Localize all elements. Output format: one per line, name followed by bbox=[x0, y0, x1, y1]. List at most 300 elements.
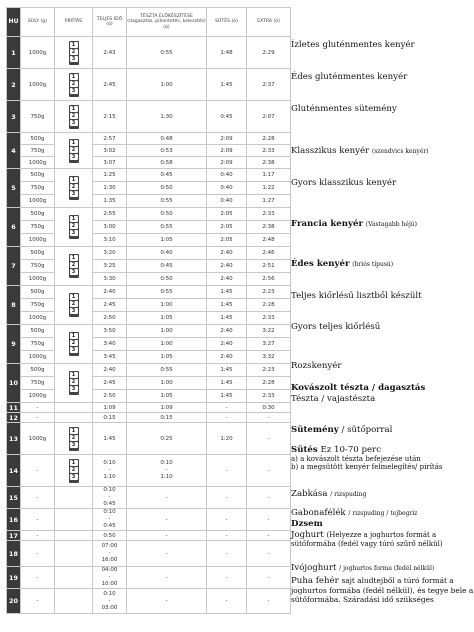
baking-cell: - bbox=[207, 413, 247, 423]
label-text: Ivójoghurt bbox=[291, 563, 337, 573]
baking-cell: 1:45 bbox=[207, 312, 247, 325]
table-row bbox=[7, 37, 291, 69]
extra-cell: 2:28 bbox=[247, 133, 291, 145]
weight-cell: 500g bbox=[21, 325, 55, 338]
extra-cell: 2:23 bbox=[247, 286, 291, 299]
dough-prep-cell: 0:53 bbox=[127, 145, 207, 157]
program-number: 3 bbox=[7, 101, 21, 133]
crust-level-number: 1 bbox=[70, 106, 78, 112]
total-time-cell: 2:57 bbox=[93, 133, 127, 145]
baking-cell: 2:40 bbox=[207, 325, 247, 338]
extra-cell: - bbox=[247, 531, 291, 541]
crust-level-number: 1 bbox=[70, 140, 78, 146]
extra-cell: 3:22 bbox=[247, 325, 291, 338]
crust-cell bbox=[55, 325, 93, 364]
weight-cell: 750g bbox=[21, 377, 55, 390]
baking-cell: 2:09 bbox=[207, 157, 247, 169]
crust-cell bbox=[55, 403, 93, 413]
weight-cell: 1000g bbox=[21, 423, 55, 455]
dough-prep-cell: 1:00 bbox=[127, 69, 207, 101]
weight-cell: - bbox=[21, 487, 55, 509]
extra-cell: - bbox=[247, 589, 291, 614]
total-time-cell-part: 0:10 bbox=[103, 460, 116, 466]
crust-cell bbox=[55, 208, 93, 247]
crust-level-icon bbox=[69, 73, 79, 97]
label-subtext: (Helyezze a joghurtos formát a bbox=[326, 531, 437, 539]
total-time-cell bbox=[93, 455, 127, 487]
extra-cell: - bbox=[247, 541, 291, 567]
total-time-cell: 3:00 bbox=[93, 221, 127, 234]
dough-prep-cell-part: - bbox=[165, 467, 168, 473]
weight-cell: 1000g bbox=[21, 351, 55, 364]
extra-cell: 2:28 bbox=[247, 377, 291, 390]
crust-level-number: 3 bbox=[70, 269, 78, 275]
total-time-cell: 2:40 bbox=[93, 286, 127, 299]
crust-cell bbox=[55, 69, 93, 101]
baking-cell: 2:05 bbox=[207, 234, 247, 247]
program-number: 8 bbox=[7, 286, 21, 325]
baking-cell: 1:45 bbox=[207, 299, 247, 312]
program-table bbox=[6, 7, 291, 614]
total-time-cell: 3:45 bbox=[93, 351, 127, 364]
weight-cell: 1000g bbox=[21, 234, 55, 247]
dough-prep-cell-part: 1:10 bbox=[160, 474, 173, 480]
dough-prep-cell: 0:55 bbox=[127, 286, 207, 299]
dough-prep-cell bbox=[127, 455, 207, 487]
total-time-cell: 2:55 bbox=[93, 208, 127, 221]
crust-cell bbox=[55, 413, 93, 423]
weight-cell: 500g bbox=[21, 247, 55, 260]
extra-cell: 2:07 bbox=[247, 101, 291, 133]
total-time-cell-part: - bbox=[108, 467, 111, 473]
crust-level-icon bbox=[69, 176, 79, 200]
dough-prep-cell: 1:00 bbox=[127, 299, 207, 312]
extra-cell: - bbox=[247, 413, 291, 423]
dough-prep-cell: - bbox=[127, 487, 207, 509]
label-text: Édes kenyér bbox=[291, 259, 350, 269]
weight-cell: 1000g bbox=[21, 195, 55, 208]
baking-cell: 2:09 bbox=[207, 133, 247, 145]
label-text: Sütés bbox=[291, 445, 318, 455]
extra-cell: - bbox=[247, 509, 291, 531]
label-note: b) a megsütött kenyér felmelegítés/ pirítás bbox=[291, 463, 443, 471]
program-number: 6 bbox=[7, 208, 21, 247]
table-row bbox=[7, 312, 291, 325]
extra-cell: 2:23 bbox=[247, 364, 291, 377]
extra-cell: 3:27 bbox=[247, 338, 291, 351]
table-row bbox=[7, 299, 291, 312]
crust-level-icon bbox=[69, 371, 79, 395]
extra-cell: 2:28 bbox=[247, 299, 291, 312]
weight-cell: 500g bbox=[21, 133, 55, 145]
weight-cell: 1000g bbox=[21, 273, 55, 286]
extra-cell: 2:33 bbox=[247, 208, 291, 221]
baking-cell: 2:40 bbox=[207, 351, 247, 364]
label-program-4 bbox=[291, 146, 429, 156]
total-time-cell: 1:35 bbox=[93, 195, 127, 208]
label-program-13 bbox=[291, 425, 392, 435]
weight-cell: - bbox=[21, 531, 55, 541]
table-row bbox=[7, 455, 291, 487]
table-row bbox=[7, 325, 291, 338]
header-dough-prep: TÉSZTA ELŐKÉSZÍTÉSE (dagasztás, pihentetés, kelesztés) (ó) bbox=[127, 8, 207, 37]
weight-cell: 500g bbox=[21, 208, 55, 221]
dough-prep-cell: - bbox=[127, 541, 207, 567]
program-number: 13 bbox=[7, 423, 21, 455]
weight-cell: 750g bbox=[21, 260, 55, 273]
table-row bbox=[7, 101, 291, 133]
header-extra: EXTRA (ó) bbox=[247, 8, 291, 37]
label-program-6 bbox=[291, 219, 417, 229]
weight-cell: 500g bbox=[21, 286, 55, 299]
total-time-cell-part: - bbox=[108, 574, 111, 580]
total-time-cell: 3:10 bbox=[93, 234, 127, 247]
label-program-18 bbox=[291, 530, 443, 548]
crust-level-number: 2 bbox=[70, 262, 78, 268]
program-number: 15 bbox=[7, 487, 21, 509]
total-time-cell: 1:30 bbox=[93, 182, 127, 195]
crust-level-number: 1 bbox=[70, 372, 78, 378]
label-text: Édes gluténmentes kenyér bbox=[291, 72, 408, 82]
header-weight: SÚLY (g) bbox=[21, 8, 55, 37]
baking-cell: - bbox=[207, 589, 247, 614]
extra-cell: 3:32 bbox=[247, 351, 291, 364]
program-number: 14 bbox=[7, 455, 21, 487]
weight-cell: - bbox=[21, 509, 55, 531]
table-row bbox=[7, 413, 291, 423]
dough-prep-cell: - bbox=[127, 509, 207, 531]
dough-prep-cell: 0:45 bbox=[127, 169, 207, 182]
baking-cell: 1:45 bbox=[207, 286, 247, 299]
dough-prep-cell: 0:50 bbox=[127, 182, 207, 195]
crust-cell bbox=[55, 133, 93, 169]
extra-cell: 2:51 bbox=[247, 260, 291, 273]
baking-cell: 1:45 bbox=[207, 390, 247, 403]
extra-cell: 2:46 bbox=[247, 247, 291, 260]
label-program-9 bbox=[291, 322, 380, 332]
extra-cell: 2:38 bbox=[247, 157, 291, 169]
baking-cell: 2:40 bbox=[207, 247, 247, 260]
total-time-cell-part: 10:00 bbox=[101, 581, 118, 587]
baking-cell: 2:40 bbox=[207, 260, 247, 273]
table-row bbox=[7, 403, 291, 413]
crust-cell bbox=[55, 364, 93, 403]
baking-cell: 0:40 bbox=[207, 182, 247, 195]
table-row bbox=[7, 589, 291, 614]
crust-cell bbox=[55, 487, 93, 509]
baking-cell: - bbox=[207, 487, 247, 509]
table-row bbox=[7, 351, 291, 364]
total-time-cell-part: 03:00 bbox=[101, 604, 118, 611]
header-baking: SÜTÉS (ó) bbox=[207, 8, 247, 37]
baking-cell: - bbox=[207, 541, 247, 567]
program-number: 1 bbox=[7, 37, 21, 69]
weight-cell: 1000g bbox=[21, 69, 55, 101]
weight-cell: 1000g bbox=[21, 37, 55, 69]
extra-cell: 2:37 bbox=[247, 69, 291, 101]
crust-level-number: 1 bbox=[70, 333, 78, 339]
total-time-cell-part: - bbox=[108, 550, 111, 556]
crust-cell bbox=[55, 423, 93, 455]
total-time-cell-part: 0:45 bbox=[103, 501, 116, 507]
dough-prep-cell: 0:58 bbox=[127, 157, 207, 169]
label-text: Gyors teljes kiőrlésű bbox=[291, 322, 381, 332]
crust-level-number: 1 bbox=[70, 294, 78, 300]
label-program-17 bbox=[291, 519, 323, 529]
table-row bbox=[7, 69, 291, 101]
crust-level-number: 1 bbox=[70, 428, 78, 434]
baking-cell: 2:05 bbox=[207, 208, 247, 221]
label-text: Sütemény bbox=[291, 425, 339, 435]
table-row bbox=[7, 221, 291, 234]
label-subtext: Ez 10-70 perc bbox=[320, 445, 382, 455]
crust-level-number: 2 bbox=[70, 49, 78, 55]
weight-cell: - bbox=[21, 403, 55, 413]
header-total-time: TELJES IDŐ (ó) bbox=[93, 8, 127, 37]
label-program-12 bbox=[291, 394, 375, 404]
weight-cell: 500g bbox=[21, 169, 55, 182]
label-program-7 bbox=[291, 259, 393, 269]
dough-prep-cell: 1:00 bbox=[127, 338, 207, 351]
weight-cell: - bbox=[21, 567, 55, 589]
extra-cell: 2:48 bbox=[247, 234, 291, 247]
total-time-cell: 3:30 bbox=[93, 273, 127, 286]
crust-level-number: 3 bbox=[70, 120, 78, 126]
label-text: Tészta / vajastészta bbox=[291, 394, 376, 404]
header-hu: HU bbox=[7, 8, 21, 37]
dough-prep-cell: 0:55 bbox=[127, 195, 207, 208]
table-row bbox=[7, 195, 291, 208]
weight-cell: 750g bbox=[21, 101, 55, 133]
crust-level-number: 3 bbox=[70, 88, 78, 94]
label-text: Klasszikus kenyér bbox=[291, 146, 370, 156]
total-time-cell-part: 04:00 bbox=[101, 567, 118, 573]
total-time-cell bbox=[93, 589, 127, 614]
crust-level-number: 1 bbox=[70, 177, 78, 183]
crust-level-number: 3 bbox=[70, 474, 78, 480]
weight-cell: 750g bbox=[21, 299, 55, 312]
label-text: Ízletes gluténmentes kenyér bbox=[291, 40, 415, 50]
weight-cell: - bbox=[21, 589, 55, 614]
baking-cell: 2:40 bbox=[207, 338, 247, 351]
crust-level-number: 2 bbox=[70, 223, 78, 229]
dough-prep-cell: 0:55 bbox=[127, 364, 207, 377]
crust-level-number: 1 bbox=[70, 74, 78, 80]
crust-cell bbox=[55, 286, 93, 325]
table-row bbox=[7, 273, 291, 286]
dough-prep-cell: 1:05 bbox=[127, 351, 207, 364]
crust-cell bbox=[55, 509, 93, 531]
total-time-cell: 3:20 bbox=[93, 247, 127, 260]
baking-cell: 1:45 bbox=[207, 377, 247, 390]
crust-level-number: 2 bbox=[70, 435, 78, 441]
baking-cell: 1:48 bbox=[207, 37, 247, 69]
table-row bbox=[7, 286, 291, 299]
dough-prep-cell: - bbox=[127, 589, 207, 614]
weight-cell: 500g bbox=[21, 364, 55, 377]
dough-prep-cell: 0:48 bbox=[127, 133, 207, 145]
weight-cell: - bbox=[21, 413, 55, 423]
crust-level-icon bbox=[69, 139, 79, 163]
crust-level-number: 2 bbox=[70, 379, 78, 385]
weight-cell: 1000g bbox=[21, 312, 55, 325]
crust-level-number: 2 bbox=[70, 301, 78, 307]
crust-cell bbox=[55, 531, 93, 541]
label-subtext: (Vastagabb héjú) bbox=[365, 221, 418, 228]
weight-cell: 750g bbox=[21, 182, 55, 195]
table-row bbox=[7, 133, 291, 145]
weight-cell: - bbox=[21, 541, 55, 567]
program-number: 17 bbox=[7, 531, 21, 541]
program-number: 19 bbox=[7, 567, 21, 589]
program-number: 16 bbox=[7, 509, 21, 531]
dough-prep-cell: 0:15 bbox=[127, 413, 207, 423]
total-time-cell: 1:09 bbox=[93, 403, 127, 413]
crust-level-number: 2 bbox=[70, 81, 78, 87]
extra-cell: - bbox=[247, 455, 291, 487]
baking-cell: 1:45 bbox=[207, 364, 247, 377]
label-note: sütőformába. Száradási idő szükséges bbox=[291, 595, 434, 604]
crust-cell bbox=[55, 37, 93, 69]
crust-level-number: 2 bbox=[70, 147, 78, 153]
crust-cell bbox=[55, 567, 93, 589]
program-number: 11 bbox=[7, 403, 21, 413]
dough-prep-cell-part: 0:10 bbox=[160, 460, 173, 466]
label-text: Puha fehér bbox=[291, 576, 339, 586]
dough-prep-cell: 0:25 bbox=[127, 423, 207, 455]
weight-cell: 1000g bbox=[21, 157, 55, 169]
dough-prep-cell: 0:45 bbox=[127, 260, 207, 273]
baking-cell: - bbox=[207, 531, 247, 541]
label-program-15 bbox=[291, 489, 366, 499]
program-number: 4 bbox=[7, 133, 21, 169]
crust-level-icon bbox=[69, 427, 79, 451]
program-number: 20 bbox=[7, 589, 21, 614]
extra-cell: - bbox=[247, 567, 291, 589]
total-time-cell: 3:07 bbox=[93, 157, 127, 169]
crust-cell bbox=[55, 455, 93, 487]
crust-level-icon bbox=[69, 41, 79, 65]
crust-level-icon bbox=[69, 332, 79, 356]
table-row bbox=[7, 531, 291, 541]
label-text: Gyors klasszikus kenyér bbox=[291, 178, 397, 188]
extra-cell: 0:30 bbox=[247, 403, 291, 413]
label-subtext: (briós típusú) bbox=[352, 261, 394, 268]
baking-cell: 0:40 bbox=[207, 195, 247, 208]
crust-level-number: 3 bbox=[70, 347, 78, 353]
crust-level-number: 1 bbox=[70, 255, 78, 261]
crust-level-number: 2 bbox=[70, 113, 78, 119]
extra-cell: 1:22 bbox=[247, 182, 291, 195]
total-time-cell-part: - bbox=[108, 494, 111, 500]
total-time-cell bbox=[93, 541, 127, 567]
total-time-cell: 3:25 bbox=[93, 260, 127, 273]
crust-cell bbox=[55, 101, 93, 133]
weight-cell: 750g bbox=[21, 221, 55, 234]
total-time-cell: 2:45 bbox=[93, 69, 127, 101]
crust-level-number: 3 bbox=[70, 442, 78, 448]
extra-cell: 2:33 bbox=[247, 145, 291, 157]
label-text: Gabonafélék bbox=[291, 508, 346, 518]
label-program-1 bbox=[291, 40, 415, 50]
table-row bbox=[7, 390, 291, 403]
total-time-cell: 2:40 bbox=[93, 364, 127, 377]
dough-prep-cell: 1:00 bbox=[127, 325, 207, 338]
total-time-cell-part: 0:45 bbox=[103, 523, 116, 529]
total-time-cell: 3:40 bbox=[93, 338, 127, 351]
baking-cell: 0:40 bbox=[207, 169, 247, 182]
extra-cell: - bbox=[247, 487, 291, 509]
dough-prep-cell: 0:40 bbox=[127, 247, 207, 260]
crust-level-icon bbox=[69, 293, 79, 317]
program-number: 12 bbox=[7, 413, 21, 423]
crust-level-number: 2 bbox=[70, 184, 78, 190]
table-row bbox=[7, 182, 291, 195]
table-row bbox=[7, 364, 291, 377]
label-program-19 bbox=[291, 563, 434, 573]
total-time-cell bbox=[93, 567, 127, 589]
baking-cell: - bbox=[207, 403, 247, 413]
total-time-cell: 1:45 bbox=[93, 423, 127, 455]
table-row bbox=[7, 208, 291, 221]
label-program-16 bbox=[291, 508, 417, 518]
label-text: Teljes kiőrlésű lisztből készült bbox=[291, 291, 422, 301]
table-row bbox=[7, 338, 291, 351]
extra-cell: 2:33 bbox=[247, 390, 291, 403]
extra-cell: 2:38 bbox=[247, 221, 291, 234]
total-time-cell-part: 0:10 bbox=[103, 487, 116, 493]
extra-cell: 2:33 bbox=[247, 312, 291, 325]
baking-cell: 2:09 bbox=[207, 145, 247, 157]
label-program-2 bbox=[291, 72, 407, 82]
dough-prep-cell: 0:50 bbox=[127, 208, 207, 221]
total-time-cell-part: - bbox=[108, 597, 111, 604]
baking-cell: - bbox=[207, 567, 247, 589]
dough-prep-cell: 0:55 bbox=[127, 37, 207, 69]
table-row bbox=[7, 247, 291, 260]
extra-cell: 1:27 bbox=[247, 195, 291, 208]
crust-level-icon bbox=[69, 459, 79, 483]
label-note: sütőformába (fedél vagy túró szűrő nélkül) bbox=[291, 540, 443, 548]
program-number: 10 bbox=[7, 364, 21, 403]
dough-prep-cell: - bbox=[127, 567, 207, 589]
extra-cell: 2:29 bbox=[247, 37, 291, 69]
dough-prep-cell: 1:30 bbox=[127, 101, 207, 133]
header-crust: PIRÍTÁS bbox=[55, 8, 93, 37]
crust-level-icon bbox=[69, 105, 79, 129]
baking-cell: 0:45 bbox=[207, 101, 247, 133]
baking-cell: - bbox=[207, 455, 247, 487]
label-text: Joghurt bbox=[291, 530, 324, 540]
total-time-cell-part: 1:10 bbox=[103, 474, 116, 480]
table-row bbox=[7, 567, 291, 589]
weight-cell: 1000g bbox=[21, 390, 55, 403]
program-number: 2 bbox=[7, 69, 21, 101]
dough-prep-cell: - bbox=[127, 531, 207, 541]
weight-cell: 750g bbox=[21, 338, 55, 351]
crust-level-number: 3 bbox=[70, 386, 78, 392]
label-text: Kovászolt tészta / dagasztás bbox=[291, 383, 426, 393]
crust-level-number: 3 bbox=[70, 191, 78, 197]
program-number: 9 bbox=[7, 325, 21, 364]
crust-level-number: 3 bbox=[70, 56, 78, 62]
label-program-20 bbox=[291, 576, 473, 604]
extra-cell: 1:17 bbox=[247, 169, 291, 182]
total-time-cell: 2:45 bbox=[93, 299, 127, 312]
table-row bbox=[7, 509, 291, 531]
crust-cell bbox=[55, 541, 93, 567]
total-time-cell: 2:50 bbox=[93, 312, 127, 325]
